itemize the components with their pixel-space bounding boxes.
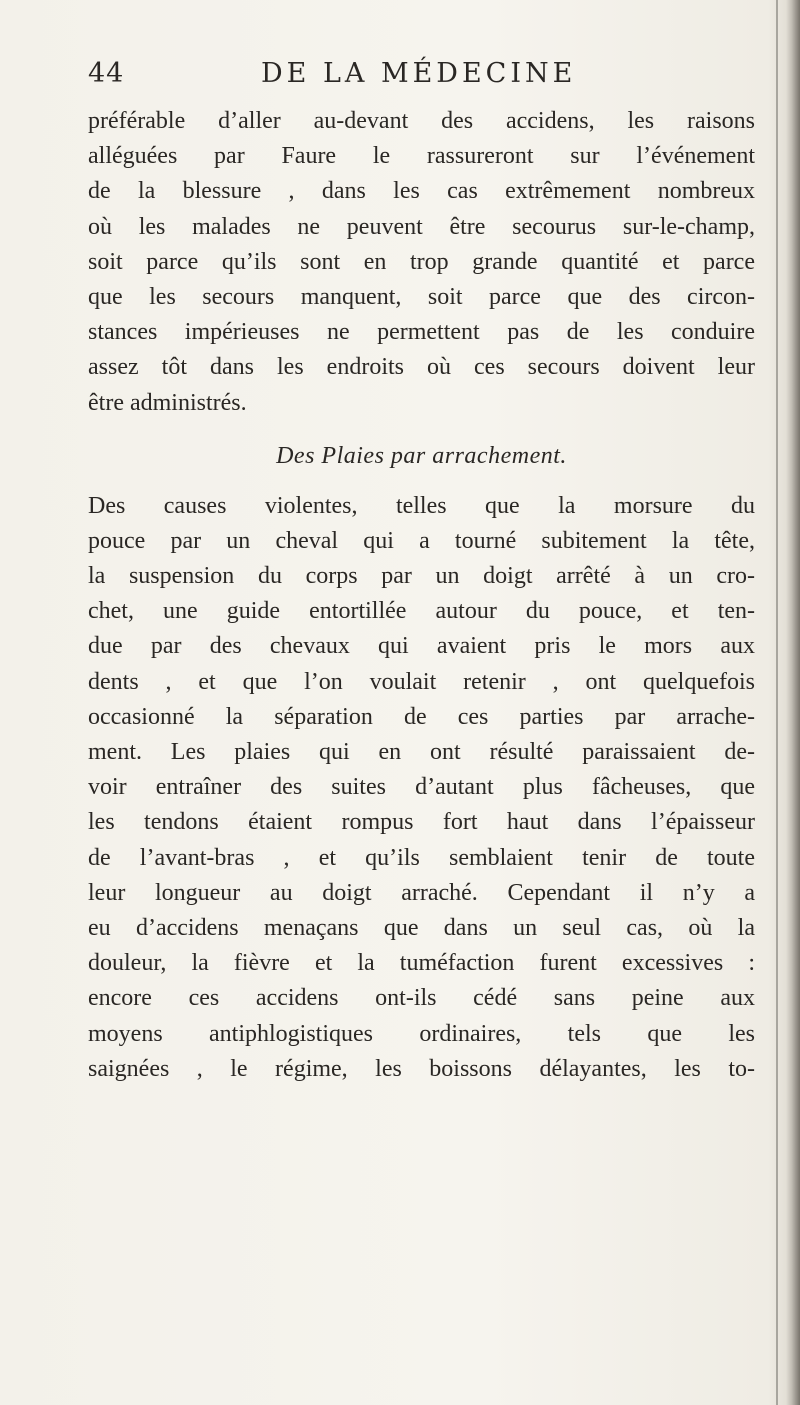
text-line: due par des chevaux qui avaient pris le mors aux bbox=[88, 633, 755, 660]
text-line: occasionné la séparation de ces parties par arrache- bbox=[88, 703, 755, 730]
text-line: dents , et que l’on voulait retenir , ont quelquefois bbox=[88, 668, 755, 695]
text-line: de l’avant-bras , et qu’ils semblaient tenir de toute bbox=[88, 844, 755, 871]
text-line: chet, une guide entortillée autour du pouce, et ten- bbox=[88, 598, 755, 625]
running-head: DE LA MÉDECINE bbox=[261, 58, 577, 89]
section-heading-wrap bbox=[88, 429, 755, 483]
text-line: Des causes violentes, telles que la morsure du bbox=[88, 492, 755, 519]
paragraph-1 bbox=[88, 104, 755, 421]
text-line: pouce par un cheval qui a tourné subitement la tête, bbox=[88, 527, 755, 554]
text-line: que les secours manquent, soit parce que des circon- bbox=[88, 283, 755, 310]
text-line: les tendons étaient rompus fort haut dans l’épaisseur bbox=[88, 809, 755, 836]
text-line: leur longueur au doigt arraché. Cependant il n’y a bbox=[88, 879, 755, 906]
text-line: voir entraîner des suites d’autant plus fâcheuses, que bbox=[88, 774, 755, 801]
page-edge-shadow bbox=[786, 0, 800, 1405]
text-line: soit parce qu’ils sont en trop grande quantité et parce bbox=[88, 248, 755, 275]
text-line: saignées , le régime, les boissons délayantes, les to- bbox=[88, 1055, 755, 1082]
text-line: moyens antiphlogistiques ordinaires, tels que les bbox=[88, 1020, 755, 1047]
text-line: ment. Les plaies qui en ont résulté paraissaient de- bbox=[88, 739, 755, 765]
text-line: stances impérieuses ne permettent pas de les conduire bbox=[88, 319, 755, 346]
text-line: encore ces accidens ont-ils cédé sans peine aux bbox=[88, 985, 755, 1012]
text-line: alléguées par Faure le rassureront sur l’événement bbox=[88, 143, 755, 170]
text-line: douleur, la fièvre et la tuméfaction furent excessives : bbox=[88, 950, 755, 977]
section-heading: Des Plaies par arrachement. bbox=[276, 442, 567, 469]
page-fold-line bbox=[776, 0, 778, 1405]
paragraph-2 bbox=[88, 489, 755, 1087]
page-header bbox=[88, 58, 728, 98]
text-line: eu d’accidens menaçans que dans un seul cas, où la bbox=[88, 914, 755, 941]
text-line: être administrés. bbox=[88, 389, 247, 416]
page-number: 44 bbox=[88, 58, 125, 89]
text-line: préférable d’aller au-devant des accidens, les raisons bbox=[88, 108, 755, 134]
text-line: la suspension du corps par un doigt arrêté à un cro- bbox=[88, 563, 755, 590]
text-line: assez tôt dans les endroits où ces secours doivent leur bbox=[88, 354, 755, 381]
text-line: où les malades ne peuvent être secourus sur-le-champ, bbox=[88, 213, 755, 240]
text-line: de la blessure , dans les cas extrêmement nombreux bbox=[88, 178, 755, 205]
body-text bbox=[88, 104, 755, 1087]
